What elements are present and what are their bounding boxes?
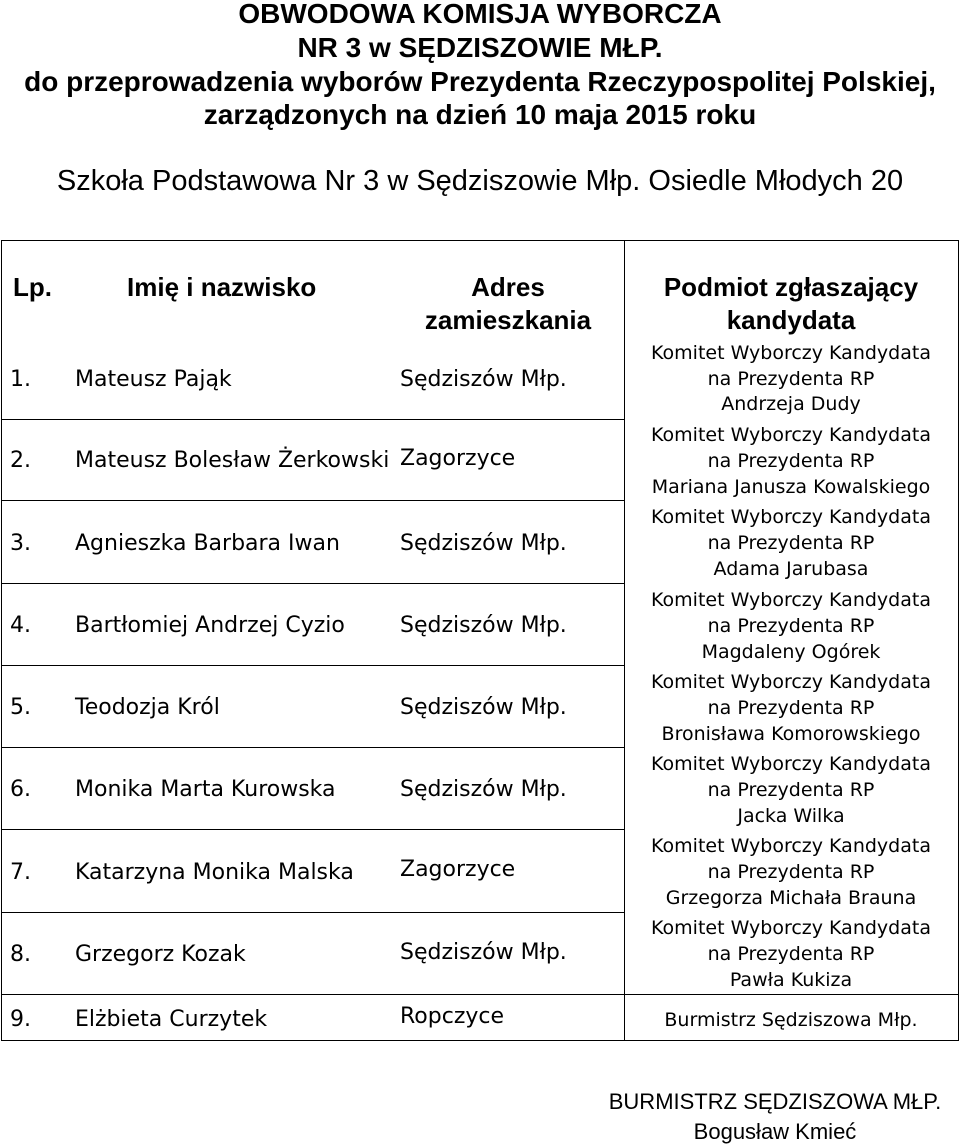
subject-line: na Prezydenta RP [707, 943, 875, 965]
subject-line: Jacka Wilka [737, 805, 845, 827]
subject-line: na Prezydenta RP [707, 697, 875, 719]
subject-line: Andrzeja Dudy [721, 393, 861, 415]
row-number: 6. [10, 777, 31, 802]
subject-line: Mariana Janusza Kowalskiego [651, 476, 931, 498]
member-address: Ropczyce [400, 1004, 505, 1029]
row-divider [1, 665, 624, 666]
subject-line: Adama Jarubasa [713, 558, 869, 580]
member-address: Sędziszów Młp. [400, 531, 567, 556]
table-border-left [1, 240, 2, 1041]
subject-line: na Prezydenta RP [707, 368, 875, 390]
subject-line: na Prezydenta RP [707, 615, 875, 637]
subject-line: Komitet Wyborczy Kandydata [651, 506, 931, 528]
member-address: Sędziszów Młp. [400, 367, 567, 392]
header-name: Imię i nazwisko [127, 272, 317, 302]
member-name: Elżbieta Curzytek [75, 1007, 268, 1032]
subject-line: na Prezydenta RP [707, 450, 875, 472]
table-border-top [1, 240, 959, 241]
signature-name: Bogusław Kmieć [693, 1119, 857, 1144]
committee-title: OBWODOWA KOMISJA WYBORCZA [238, 0, 722, 29]
table-border-bottom [1, 1040, 959, 1041]
subject-line: na Prezydenta RP [707, 532, 875, 554]
member-address: Zagorzyce [400, 857, 516, 882]
subject-line: Komitet Wyborczy Kandydata [651, 917, 931, 939]
subject-line: Komitet Wyborczy Kandydata [651, 671, 931, 693]
committee-number: NR 3 w SĘDZISZOWIE MŁP. [297, 32, 663, 63]
member-address: Sędziszów Młp. [400, 613, 567, 638]
row-divider [1, 500, 624, 501]
member-address: Sędziszów Młp. [400, 695, 567, 720]
member-name: Grzegorz Kozak [75, 942, 246, 967]
row-number: 1. [10, 367, 31, 392]
header-lp: Lp. [13, 272, 52, 302]
member-name: Agnieszka Barbara Iwan [75, 531, 340, 556]
subject-line: Burmistrz Sędziszowa Młp. [664, 1009, 918, 1031]
subject-line: Bronisława Komorowskiego [661, 723, 921, 745]
subject-line: Magdaleny Ogórek [701, 641, 881, 663]
member-name: Mateusz Pająk [75, 367, 232, 392]
subject-line: Komitet Wyborczy Kandydata [651, 342, 931, 364]
member-address: Zagorzyce [400, 446, 516, 471]
subject-line: na Prezydenta RP [707, 779, 875, 801]
subject-line: Grzegorza Michała Brauna [665, 887, 917, 909]
row-number: 2. [10, 448, 31, 473]
member-name: Bartłomiej Andrzej Cyzio [75, 613, 345, 638]
member-address: Sędziszów Młp. [400, 940, 567, 965]
row-divider [1, 829, 624, 830]
row-number: 7. [10, 860, 31, 885]
subject-line: Pawła Kukiza [729, 969, 853, 991]
member-name: Mateusz Bolesław Żerkowski [75, 448, 390, 473]
subject-line: Komitet Wyborczy Kandydata [651, 424, 931, 446]
header-address: Adres [471, 272, 545, 302]
subject-line: Komitet Wyborczy Kandydata [651, 753, 931, 775]
committee-location: Szkoła Podstawowa Nr 3 w Sędziszowie Młp. Osiedle Młodych 20 [56, 165, 904, 197]
row-divider [1, 747, 624, 748]
row-divider [1, 994, 959, 995]
row-number: 3. [10, 531, 31, 556]
row-divider [1, 912, 624, 913]
signature-title: BURMISTRZ SĘDZISZOWA MŁP. [608, 1089, 942, 1114]
header-subject-2: kandydata [726, 305, 856, 335]
row-divider [1, 583, 624, 584]
row-number: 8. [10, 942, 31, 967]
member-name: Teodozja Król [75, 695, 220, 720]
header-subject: Podmiot zgłaszający [663, 272, 919, 302]
table-border-right [958, 240, 959, 1041]
election-purpose: do przeprowadzenia wyborów Prezydenta Rzeczypospolitej Polskiej, [24, 66, 936, 97]
subject-line: Komitet Wyborczy Kandydata [651, 835, 931, 857]
member-name: Katarzyna Monika Malska [75, 860, 354, 885]
row-number: 9. [10, 1007, 31, 1032]
subject-line: na Prezydenta RP [707, 861, 875, 883]
row-number: 4. [10, 613, 31, 638]
row-number: 5. [10, 695, 31, 720]
subject-line: Komitet Wyborczy Kandydata [651, 589, 931, 611]
row-divider [1, 419, 624, 420]
member-address: Sędziszów Młp. [400, 777, 567, 802]
header-address-2: zamieszkania [424, 305, 592, 335]
election-date: zarządzonych na dzień 10 maja 2015 roku [203, 99, 757, 130]
member-name: Monika Marta Kurowska [75, 777, 336, 802]
